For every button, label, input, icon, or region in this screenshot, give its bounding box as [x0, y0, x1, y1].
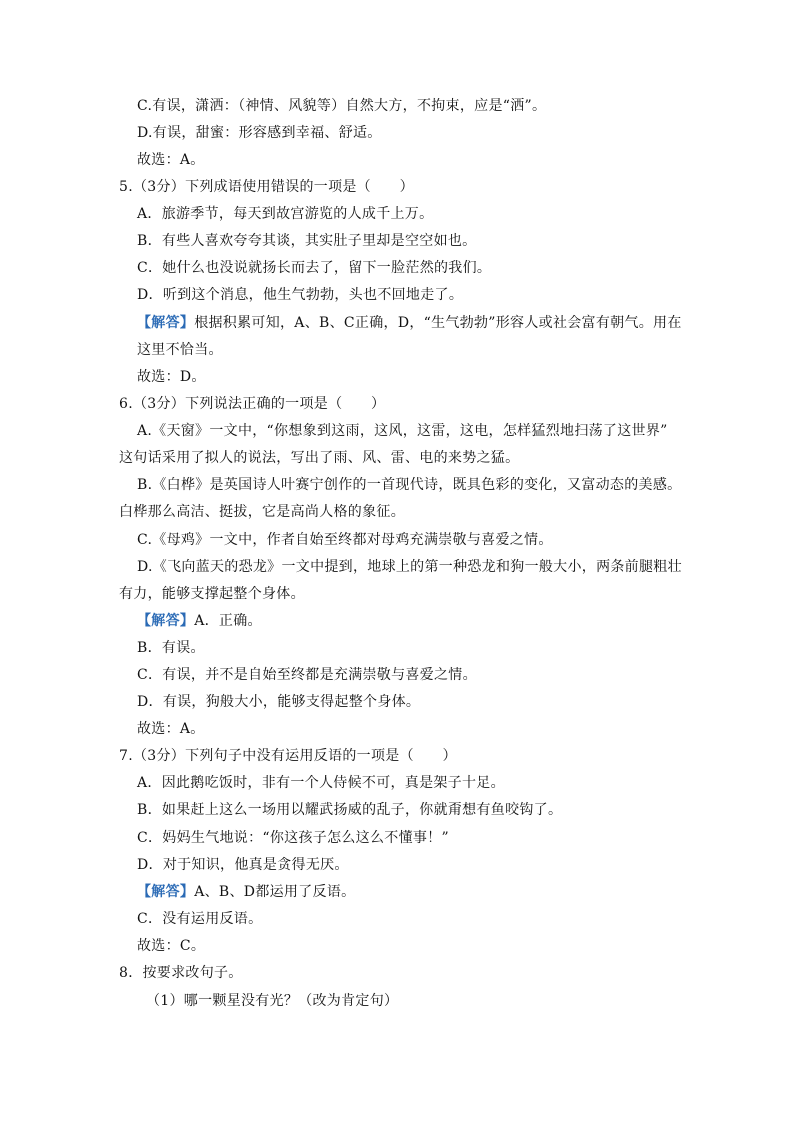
question-6-option-d: D.《飞向蓝天的恐龙》一文中提到，地球上的第一种恐龙和狗一般大小，两条前腿粗壮 — [137, 559, 682, 575]
question-6-solution-b: B．有误。 — [137, 640, 205, 656]
question-8: 8．按要求改句子。 — [119, 965, 243, 981]
option-d-explanation: D.有误，甜蜜：形容感到幸福、舒适。 — [137, 125, 382, 141]
question-7-option-b: B．如果赶上这么一场用以耀武扬威的乱子，你就甭想有鱼咬钩了。 — [137, 802, 563, 818]
solution-tag: 【解答】 — [137, 315, 195, 331]
question-5-option-b: B．有些人喜欢夸夸其谈，其实肚子里却是空空如也。 — [137, 233, 477, 249]
question-5-solution — [137, 313, 682, 333]
question-6-option-a-cont: 这句话采用了拟人的说法，写出了雨、风、雷、电的来势之猛。 — [119, 450, 520, 466]
question-6-option-b-cont: 白桦那么高洁、挺拔，它是高尚人格的象征。 — [119, 504, 405, 520]
answer-previous: 故选：A。 — [137, 152, 205, 168]
question-8-sub-1: （1）哪一颗星没有光？（改为肯定句） — [146, 993, 399, 1009]
option-c-explanation: C.有误，潇洒：（神情、风貌等）自然大方，不拘束，应是“洒”。 — [137, 98, 547, 114]
question-6-option-d-cont: 有力，能够支撑起整个身体。 — [119, 586, 305, 602]
question-6-solution-d: D．有误，狗般大小，能够支得起整个身体。 — [137, 694, 421, 710]
question-5: 5.（3分）下列成语使用错误的一项是（ ） — [119, 179, 414, 195]
question-5-option-d: D．听到这个消息，他生气勃勃，头也不回地走了。 — [137, 287, 464, 303]
question-6-solution-c: C．有误，并不是自始至终都是充满崇敬与喜爱之情。 — [137, 667, 477, 683]
question-6-option-c: C.《母鸡》一文中，作者自始至终都对母鸡充满崇敬与喜爱之情。 — [137, 532, 553, 548]
question-7: 7.（3分）下列句子中没有运用反语的一项是（ ） — [119, 748, 457, 764]
question-5-answer: 故选：D。 — [137, 369, 206, 385]
question-5-solution-cont: 这里不恰当。 — [137, 342, 223, 358]
solution-tag: 【解答】 — [137, 884, 195, 900]
question-6-solution — [137, 611, 262, 631]
solution-text: A、B、D都运用了反语。 — [194, 884, 356, 900]
solution-tag: 【解答】 — [137, 613, 195, 629]
solution-text: 根据积累可知，A、B、C正确，D，“生气勃勃”形容人或社会富有朝气。用在 — [194, 315, 682, 331]
question-7-option-a: A．因此鹅吃饭时，非有一个人侍候不可，真是架子十足。 — [137, 775, 505, 791]
question-7-option-c: C．妈妈生气地说：“你这孩子怎么这么不懂事！” — [137, 830, 449, 846]
question-6-option-b: B.《白桦》是英国诗人叶赛宁创作的一首现代诗，既具色彩的变化，又富动态的美感。 — [137, 477, 682, 493]
question-6: 6.（3分）下列说法正确的一项是（ ） — [119, 396, 386, 412]
question-6-option-a: A.《天窗》一文中，“你想象到这雨，这风，这雷，这电，怎样猛烈地扫荡了这世界” — [137, 423, 668, 439]
question-7-solution — [137, 882, 355, 902]
question-5-option-a: A．旅游季节，每天到故宫游览的人成千上万。 — [137, 206, 434, 222]
question-7-answer: 故选：C。 — [137, 938, 206, 954]
question-7-solution-c: C．没有运用反语。 — [137, 911, 263, 927]
solution-text: A．正确。 — [194, 613, 262, 629]
question-6-answer: 故选：A。 — [137, 721, 205, 737]
question-5-option-c: C．她什么也没说就扬长而去了，留下一脸茫然的我们。 — [137, 260, 492, 276]
question-7-option-d: D．对于知识，他真是贪得无厌。 — [137, 857, 349, 873]
